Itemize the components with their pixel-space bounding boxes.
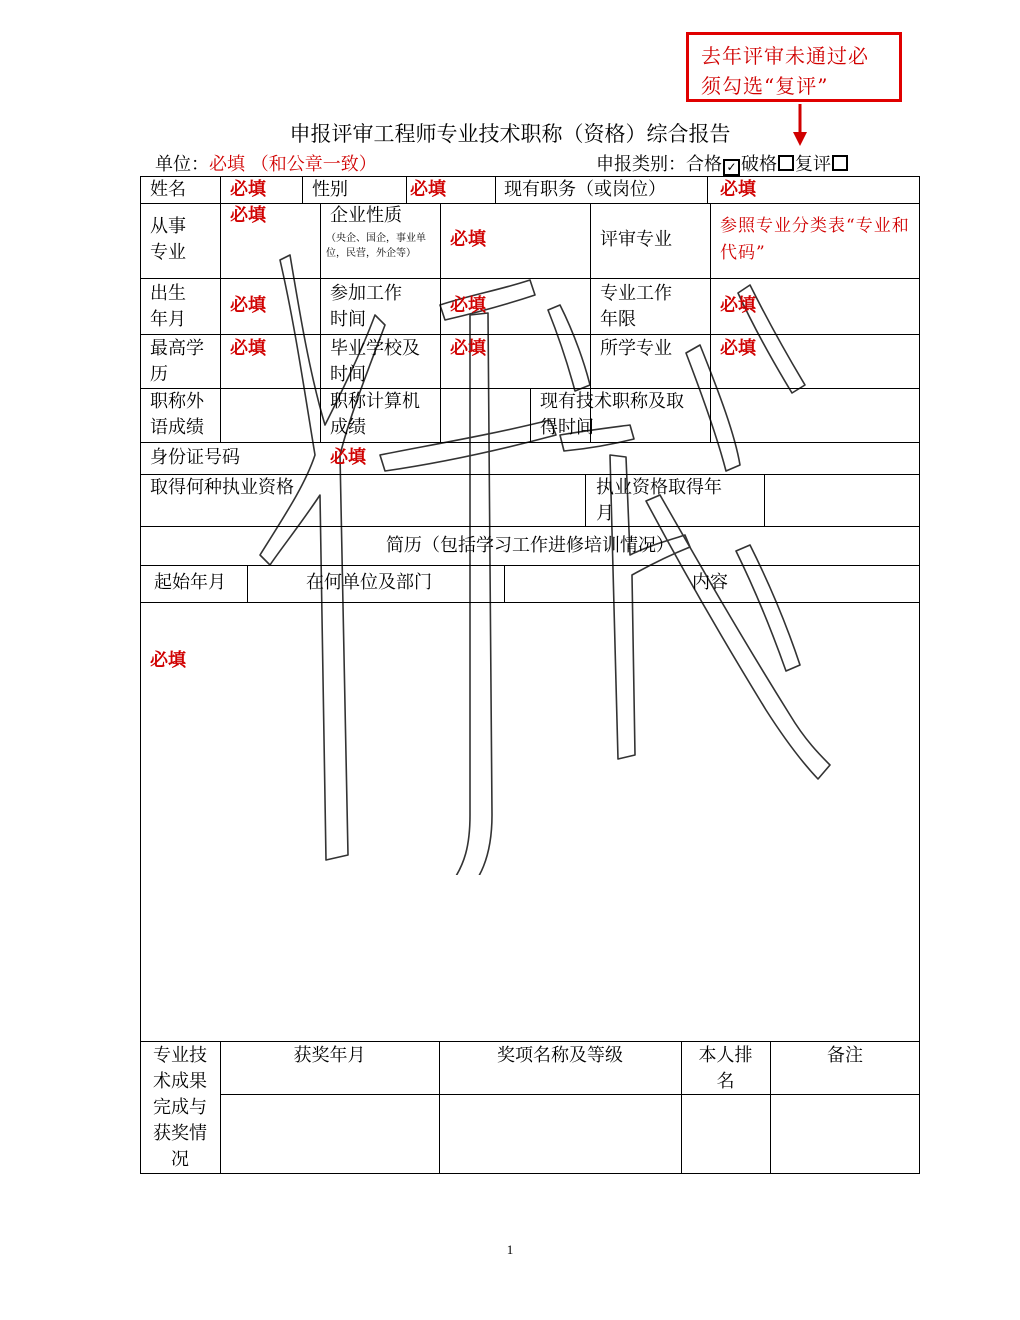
name-required[interactable]: 必填 — [230, 179, 266, 200]
label-language-score: 职称外 语成绩 — [150, 391, 204, 438]
report-type-label: 申报类别： — [596, 154, 686, 175]
label-remark: 备注 — [827, 1045, 863, 1066]
label-education: 最高学 历 — [150, 338, 204, 385]
label-position: 现有职务（或岗位） — [504, 179, 666, 200]
label-studied-major: 所学专业 — [600, 338, 672, 359]
option-qualified-label: 合格 — [686, 154, 722, 175]
page-number: 1 — [506, 1242, 514, 1257]
label-review-major: 评审专业 — [600, 229, 672, 250]
label-company-type: 企业性质 — [330, 205, 402, 226]
label-award-name: 奖项名称及等级 — [497, 1045, 623, 1066]
label-computer-score: 职称计算机 成绩 — [330, 391, 420, 438]
label-gender: 性别 — [312, 179, 348, 200]
label-name: 姓名 — [150, 179, 186, 200]
company-type-required[interactable]: 必填 — [450, 229, 486, 250]
resume-title: 简历（包括学习工作进修培训情况） — [386, 535, 674, 556]
position-required[interactable]: 必填 — [720, 179, 756, 200]
gender-required[interactable]: 必填 — [410, 179, 446, 200]
page-title: 申报评审工程师专业技术职称（资格）综合报告 — [289, 122, 731, 146]
label-license: 取得何种执业资格 — [150, 477, 294, 498]
label-title-time: 现有技术职称及取 得时间 — [540, 391, 684, 438]
annotation-note — [686, 32, 902, 102]
label-content: 内容 — [692, 572, 728, 593]
option-exceptional-checkbox[interactable] — [778, 155, 794, 171]
option-rereview-label: 复评 — [795, 154, 831, 175]
annotation-line-2: 须勾选“复评” — [701, 74, 829, 98]
label-school: 毕业学校及 时间 — [330, 338, 420, 385]
label-work-years: 专业工作 年限 — [600, 283, 672, 330]
checkbox-check-icon: ✓ — [726, 160, 737, 174]
label-start-date: 起始年月 — [154, 572, 226, 593]
unit-line — [155, 150, 377, 176]
education-required[interactable]: 必填 — [230, 338, 266, 359]
birth-required[interactable]: 必填 — [230, 295, 266, 316]
label-work-start: 参加工作 时间 — [330, 283, 402, 330]
label-achievements: 专业技 术成果 完成与 获奖情 况 — [153, 1045, 207, 1170]
unit-value: 必填 （和公章一致） — [209, 154, 377, 175]
option-qualified-checkbox[interactable] — [723, 159, 740, 176]
option-exceptional-label: 破格 — [741, 154, 777, 175]
resume-required[interactable]: 必填 — [150, 650, 186, 671]
work-start-required[interactable]: 必填 — [450, 295, 486, 316]
label-license-time: 执业资格取得年 月 — [596, 477, 722, 524]
label-major: 从事 专业 — [150, 216, 186, 263]
work-years-required[interactable]: 必填 — [720, 295, 756, 316]
school-required[interactable]: 必填 — [450, 338, 486, 359]
review-major-hint[interactable]: 参照专业分类表“专业和代码” — [720, 216, 910, 263]
annotation-line-1: 去年评审未通过必 — [701, 44, 869, 68]
studied-major-required[interactable]: 必填 — [720, 338, 756, 359]
major-required[interactable]: 必填 — [230, 205, 266, 226]
company-type-note: （央企、国企，事业单位，民营，外企等） — [326, 233, 426, 259]
label-rank: 本人排 名 — [698, 1045, 753, 1092]
report-type-line — [596, 150, 849, 176]
option-rereview-checkbox[interactable] — [832, 155, 848, 171]
label-id-number: 身份证号码 — [150, 447, 240, 468]
id-number-required[interactable]: 必填 — [330, 447, 366, 468]
unit-label: 单位： — [155, 154, 209, 175]
label-birth: 出生 年月 — [150, 283, 186, 330]
label-unit-dept: 在何单位及部门 — [306, 572, 432, 593]
form-table — [140, 176, 920, 1174]
label-award-date: 获奖年月 — [293, 1045, 366, 1066]
